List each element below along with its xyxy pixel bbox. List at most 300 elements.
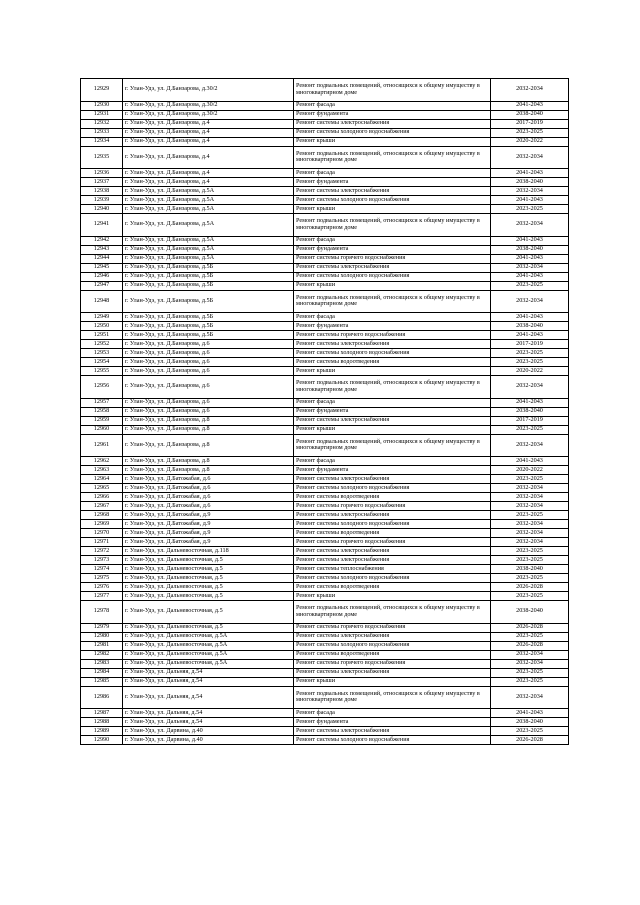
- period-cell: 2038-2040: [491, 322, 569, 331]
- table-row: [81, 736, 569, 745]
- period-cell: 2023-2025: [491, 425, 569, 434]
- address-cell: г. Улан-Удэ, ул. Д.Батожабая, д.9: [123, 529, 294, 538]
- row-number-cell: 12978: [81, 601, 123, 624]
- row-number-cell: 12955: [81, 367, 123, 376]
- work-type-cell: Ремонт подвальных помещений, относящихся к общему имуществу в многоквартирном доме: [294, 376, 491, 399]
- row-number-cell: 12969: [81, 520, 123, 529]
- work-type-cell: Ремонт системы горячего водоснабжения: [294, 502, 491, 511]
- work-type-cell: Ремонт фундамента: [294, 245, 491, 254]
- row-number-cell: 12954: [81, 358, 123, 367]
- row-number-cell: 12982: [81, 650, 123, 659]
- address-cell: г. Улан-Удэ, ул. Д.Банзарова, д.5А: [123, 187, 294, 196]
- period-cell: 2023-2025: [491, 556, 569, 565]
- table-row: [81, 349, 569, 358]
- period-cell: 2026-2028: [491, 623, 569, 632]
- work-type-cell: Ремонт системы водоотведения: [294, 650, 491, 659]
- work-type-cell: Ремонт фасада: [294, 709, 491, 718]
- table-row: [81, 367, 569, 376]
- period-cell: 2032-2034: [491, 146, 569, 169]
- address-cell: г. Улан-Удэ, ул. Д.Банзарова, д.6: [123, 376, 294, 399]
- address-cell: г. Улан-Удэ, ул. Д.Банзарова, д.6: [123, 358, 294, 367]
- work-type-cell: Ремонт крыши: [294, 592, 491, 601]
- period-cell: 2023-2025: [491, 668, 569, 677]
- work-type-cell: Ремонт подвальных помещений, относящихся к общему имуществу в многоквартирном доме: [294, 79, 491, 102]
- row-number-cell: 12968: [81, 511, 123, 520]
- row-number-cell: 12961: [81, 434, 123, 457]
- work-type-cell: Ремонт фасада: [294, 457, 491, 466]
- period-cell: 2041-2043: [491, 313, 569, 322]
- table-row: [81, 331, 569, 340]
- work-type-cell: Ремонт подвальных помещений, относящихся к общему имуществу в многоквартирном доме: [294, 686, 491, 709]
- row-number-cell: 12987: [81, 709, 123, 718]
- row-number-cell: 12946: [81, 272, 123, 281]
- period-cell: 2023-2025: [491, 358, 569, 367]
- row-number-cell: 12966: [81, 493, 123, 502]
- address-cell: г. Улан-Удэ, ул. Дальневосточная, д.5: [123, 592, 294, 601]
- address-cell: г. Улан-Удэ, ул. Дальневосточная, д.5А: [123, 659, 294, 668]
- row-number-cell: 12934: [81, 137, 123, 146]
- address-cell: г. Улан-Удэ, ул. Д.Банзарова, д.5А: [123, 205, 294, 214]
- work-type-cell: Ремонт системы теплоснабжения: [294, 565, 491, 574]
- period-cell: 2041-2043: [491, 331, 569, 340]
- work-type-cell: Ремонт системы горячего водоснабжения: [294, 659, 491, 668]
- period-cell: 2032-2034: [491, 214, 569, 237]
- period-cell: 2032-2034: [491, 434, 569, 457]
- work-type-cell: Ремонт фундамента: [294, 466, 491, 475]
- row-number-cell: 12990: [81, 736, 123, 745]
- table-row: [81, 565, 569, 574]
- work-type-cell: Ремонт фасада: [294, 101, 491, 110]
- row-number-cell: 12965: [81, 484, 123, 493]
- period-cell: 2032-2034: [491, 538, 569, 547]
- work-type-cell: Ремонт системы электроснабжения: [294, 119, 491, 128]
- period-cell: 2032-2034: [491, 529, 569, 538]
- work-type-cell: Ремонт системы водоотведения: [294, 583, 491, 592]
- address-cell: г. Улан-Удэ, ул. Д.Батожабая, д.6: [123, 475, 294, 484]
- address-cell: г. Улан-Удэ, ул. Д.Банзарова, д.5Б: [123, 290, 294, 313]
- row-number-cell: 12980: [81, 632, 123, 641]
- table-row: [81, 466, 569, 475]
- address-cell: г. Улан-Удэ, ул. Д.Банзарова, д.5Б: [123, 272, 294, 281]
- row-number-cell: 12938: [81, 187, 123, 196]
- work-type-cell: Ремонт фасада: [294, 236, 491, 245]
- row-number-cell: 12988: [81, 718, 123, 727]
- period-cell: 2023-2025: [491, 727, 569, 736]
- work-type-cell: Ремонт системы холодного водоснабжения: [294, 574, 491, 583]
- row-number-cell: 12963: [81, 466, 123, 475]
- period-cell: 2023-2025: [491, 574, 569, 583]
- address-cell: г. Улан-Удэ, ул. Д.Банзарова, д.30/2: [123, 79, 294, 102]
- row-number-cell: 12983: [81, 659, 123, 668]
- table-row: [81, 313, 569, 322]
- row-number-cell: 12943: [81, 245, 123, 254]
- address-cell: г. Улан-Удэ, ул. Д.Банзарова, д.5Б: [123, 331, 294, 340]
- work-type-cell: Ремонт подвальных помещений, относящихся к общему имуществу в многоквартирном доме: [294, 146, 491, 169]
- work-type-cell: Ремонт системы водоотведения: [294, 493, 491, 502]
- period-cell: 2023-2025: [491, 128, 569, 137]
- address-cell: г. Улан-Удэ, ул. Дальневосточная, д.118: [123, 547, 294, 556]
- work-type-cell: Ремонт подвальных помещений, относящихся к общему имуществу в многоквартирном доме: [294, 601, 491, 624]
- row-number-cell: 12953: [81, 349, 123, 358]
- row-number-cell: 12985: [81, 677, 123, 686]
- table-row: [81, 677, 569, 686]
- table-row: [81, 407, 569, 416]
- period-cell: 2032-2034: [491, 659, 569, 668]
- table-row: [81, 236, 569, 245]
- table-row: [81, 709, 569, 718]
- address-cell: г. Улан-Удэ, ул. Д.Банзарова, д.6: [123, 367, 294, 376]
- address-cell: г. Улан-Удэ, ул. Д.Банзарова, д.4: [123, 146, 294, 169]
- work-type-cell: Ремонт системы электроснабжения: [294, 668, 491, 677]
- row-number-cell: 12979: [81, 623, 123, 632]
- table-row: [81, 214, 569, 237]
- table-row: [81, 547, 569, 556]
- work-type-cell: Ремонт системы холодного водоснабжения: [294, 520, 491, 529]
- period-cell: 2032-2034: [491, 376, 569, 399]
- address-cell: г. Улан-Удэ, ул. Дальневосточная, д.5: [123, 583, 294, 592]
- table-row: [81, 583, 569, 592]
- row-number-cell: 12944: [81, 254, 123, 263]
- address-cell: г. Улан-Удэ, ул. Дарвина, д.40: [123, 727, 294, 736]
- table-row: [81, 187, 569, 196]
- period-cell: 2032-2034: [491, 484, 569, 493]
- period-cell: 2041-2043: [491, 254, 569, 263]
- period-cell: 2032-2034: [491, 650, 569, 659]
- period-cell: 2017-2019: [491, 416, 569, 425]
- row-number-cell: 12977: [81, 592, 123, 601]
- address-cell: г. Улан-Удэ, ул. Дальняя, д.54: [123, 709, 294, 718]
- address-cell: г. Улан-Удэ, ул. Дальняя, д.54: [123, 718, 294, 727]
- work-type-cell: Ремонт системы холодного водоснабжения: [294, 196, 491, 205]
- work-type-cell: Ремонт фундамента: [294, 110, 491, 119]
- table-row: [81, 205, 569, 214]
- address-cell: г. Улан-Удэ, ул. Д.Банзарова, д.6: [123, 340, 294, 349]
- work-type-cell: Ремонт крыши: [294, 137, 491, 146]
- row-number-cell: 12937: [81, 178, 123, 187]
- work-type-cell: Ремонт системы электроснабжения: [294, 547, 491, 556]
- work-type-cell: Ремонт системы горячего водоснабжения: [294, 623, 491, 632]
- row-number-cell: 12942: [81, 236, 123, 245]
- table-row: [81, 398, 569, 407]
- row-number-cell: 12984: [81, 668, 123, 677]
- work-type-cell: Ремонт системы холодного водоснабжения: [294, 484, 491, 493]
- address-cell: г. Улан-Удэ, ул. Д.Банзарова, д.8: [123, 416, 294, 425]
- table-row: [81, 511, 569, 520]
- period-cell: 2023-2025: [491, 205, 569, 214]
- work-type-cell: Ремонт системы электроснабжения: [294, 511, 491, 520]
- work-type-cell: Ремонт системы холодного водоснабжения: [294, 641, 491, 650]
- row-number-cell: 12950: [81, 322, 123, 331]
- table-row: [81, 484, 569, 493]
- address-cell: г. Улан-Удэ, ул. Д.Банзарова, д.30/2: [123, 110, 294, 119]
- row-number-cell: 12960: [81, 425, 123, 434]
- address-cell: г. Улан-Удэ, ул. Дальневосточная, д.5: [123, 574, 294, 583]
- row-number-cell: 12971: [81, 538, 123, 547]
- period-cell: 2038-2040: [491, 407, 569, 416]
- work-type-cell: Ремонт крыши: [294, 425, 491, 434]
- address-cell: г. Улан-Удэ, ул. Дальневосточная, д.5: [123, 556, 294, 565]
- period-cell: 2041-2043: [491, 457, 569, 466]
- row-number-cell: 12976: [81, 583, 123, 592]
- address-cell: г. Улан-Удэ, ул. Дальняя, д.54: [123, 668, 294, 677]
- period-cell: 2041-2043: [491, 272, 569, 281]
- table-row: [81, 272, 569, 281]
- row-number-cell: 12973: [81, 556, 123, 565]
- period-cell: 2041-2043: [491, 398, 569, 407]
- work-type-cell: Ремонт фасада: [294, 398, 491, 407]
- period-cell: 2026-2028: [491, 641, 569, 650]
- table-row: [81, 538, 569, 547]
- table-row: [81, 425, 569, 434]
- row-number-cell: 12986: [81, 686, 123, 709]
- period-cell: 2023-2025: [491, 632, 569, 641]
- table-row: [81, 322, 569, 331]
- address-cell: г. Улан-Удэ, ул. Д.Банзарова, д.5Б: [123, 322, 294, 331]
- address-cell: г. Улан-Удэ, ул. Дальняя, д.54: [123, 677, 294, 686]
- period-cell: 2020-2022: [491, 137, 569, 146]
- period-cell: 2023-2025: [491, 349, 569, 358]
- period-cell: 2038-2040: [491, 178, 569, 187]
- period-cell: 2026-2028: [491, 736, 569, 745]
- work-type-cell: Ремонт системы холодного водоснабжения: [294, 349, 491, 358]
- address-cell: г. Улан-Удэ, ул. Д.Банзарова, д.5А: [123, 254, 294, 263]
- work-type-cell: Ремонт системы электроснабжения: [294, 187, 491, 196]
- table-row: [81, 434, 569, 457]
- period-cell: 2023-2025: [491, 511, 569, 520]
- table-row: [81, 686, 569, 709]
- row-number-cell: 12967: [81, 502, 123, 511]
- address-cell: г. Улан-Удэ, ул. Д.Банзарова, д.8: [123, 466, 294, 475]
- address-cell: г. Улан-Удэ, ул. Д.Банзарова, д.4: [123, 169, 294, 178]
- address-cell: г. Улан-Удэ, ул. Д.Батожабая, д.9: [123, 538, 294, 547]
- table-row: [81, 601, 569, 624]
- row-number-cell: 12974: [81, 565, 123, 574]
- table-row: [81, 668, 569, 677]
- row-number-cell: 12959: [81, 416, 123, 425]
- row-number-cell: 12972: [81, 547, 123, 556]
- address-cell: г. Улан-Удэ, ул. Д.Банзарова, д.4: [123, 178, 294, 187]
- table-row: [81, 340, 569, 349]
- address-cell: г. Улан-Удэ, ул. Д.Банзарова, д.5А: [123, 214, 294, 237]
- table-row: [81, 623, 569, 632]
- address-cell: г. Улан-Удэ, ул. Д.Банзарова, д.4: [123, 119, 294, 128]
- work-type-cell: Ремонт фасада: [294, 169, 491, 178]
- row-number-cell: 12970: [81, 529, 123, 538]
- period-cell: 2032-2034: [491, 263, 569, 272]
- table-row: [81, 650, 569, 659]
- work-type-cell: Ремонт системы водоотведения: [294, 358, 491, 367]
- table-row: [81, 592, 569, 601]
- row-number-cell: 12981: [81, 641, 123, 650]
- address-cell: г. Улан-Удэ, ул. Дальняя, д.54: [123, 686, 294, 709]
- row-number-cell: 12941: [81, 214, 123, 237]
- table-row: [81, 556, 569, 565]
- work-type-cell: Ремонт системы электроснабжения: [294, 727, 491, 736]
- work-type-cell: Ремонт фундамента: [294, 718, 491, 727]
- period-cell: 2041-2043: [491, 196, 569, 205]
- period-cell: 2038-2040: [491, 110, 569, 119]
- row-number-cell: 12964: [81, 475, 123, 484]
- period-cell: 2032-2034: [491, 520, 569, 529]
- address-cell: г. Улан-Удэ, ул. Дальневосточная, д.5: [123, 601, 294, 624]
- table-row: [81, 101, 569, 110]
- row-number-cell: 12951: [81, 331, 123, 340]
- period-cell: 2032-2034: [491, 290, 569, 313]
- address-cell: г. Улан-Удэ, ул. Д.Банзарова, д.4: [123, 128, 294, 137]
- table-row: [81, 358, 569, 367]
- table-row: [81, 79, 569, 102]
- table-row: [81, 146, 569, 169]
- row-number-cell: 12948: [81, 290, 123, 313]
- row-number-cell: 12962: [81, 457, 123, 466]
- address-cell: г. Улан-Удэ, ул. Дальневосточная, д.5: [123, 623, 294, 632]
- table-row: [81, 574, 569, 583]
- period-cell: 2038-2040: [491, 718, 569, 727]
- work-type-cell: Ремонт фундамента: [294, 178, 491, 187]
- repair-schedule-table: [80, 78, 569, 745]
- work-type-cell: Ремонт системы водоотведения: [294, 529, 491, 538]
- table-row: [81, 659, 569, 668]
- period-cell: 2032-2034: [491, 187, 569, 196]
- address-cell: г. Улан-Удэ, ул. Д.Батожабая, д.9: [123, 520, 294, 529]
- address-cell: г. Улан-Удэ, ул. Д.Батожабая, д.6: [123, 502, 294, 511]
- address-cell: г. Улан-Удэ, ул. Д.Батожабая, д.6: [123, 493, 294, 502]
- period-cell: 2032-2034: [491, 686, 569, 709]
- table-row: [81, 281, 569, 290]
- table-row: [81, 457, 569, 466]
- table-row: [81, 641, 569, 650]
- table-row: [81, 137, 569, 146]
- table-row: [81, 493, 569, 502]
- table-row: [81, 254, 569, 263]
- period-cell: 2041-2043: [491, 101, 569, 110]
- row-number-cell: 12939: [81, 196, 123, 205]
- row-number-cell: 12931: [81, 110, 123, 119]
- row-number-cell: 12975: [81, 574, 123, 583]
- address-cell: г. Улан-Удэ, ул. Д.Банзарова, д.4: [123, 137, 294, 146]
- address-cell: г. Улан-Удэ, ул. Д.Банзарова, д.5Б: [123, 313, 294, 322]
- address-cell: г. Улан-Удэ, ул. Д.Банзарова, д.5А: [123, 236, 294, 245]
- row-number-cell: 12935: [81, 146, 123, 169]
- table-row: [81, 245, 569, 254]
- address-cell: г. Улан-Удэ, ул. Дарвина, д.40: [123, 736, 294, 745]
- address-cell: г. Улан-Удэ, ул. Д.Банзарова, д.5Б: [123, 263, 294, 272]
- period-cell: 2023-2025: [491, 547, 569, 556]
- period-cell: 2032-2034: [491, 79, 569, 102]
- work-type-cell: Ремонт крыши: [294, 367, 491, 376]
- table-row: [81, 119, 569, 128]
- period-cell: 2023-2025: [491, 475, 569, 484]
- row-number-cell: 12929: [81, 79, 123, 102]
- period-cell: 2038-2040: [491, 565, 569, 574]
- work-type-cell: Ремонт системы электроснабжения: [294, 556, 491, 565]
- work-type-cell: Ремонт системы электроснабжения: [294, 475, 491, 484]
- period-cell: 2020-2022: [491, 367, 569, 376]
- address-cell: г. Улан-Удэ, ул. Дальневосточная, д.5: [123, 565, 294, 574]
- table-row: [81, 718, 569, 727]
- period-cell: 2017-2019: [491, 119, 569, 128]
- address-cell: г. Улан-Удэ, ул. Д.Банзарова, д.8: [123, 434, 294, 457]
- address-cell: г. Улан-Удэ, ул. Д.Банзарова, д.6: [123, 398, 294, 407]
- table-row: [81, 376, 569, 399]
- table-body: [81, 79, 569, 745]
- period-cell: 2041-2043: [491, 709, 569, 718]
- work-type-cell: Ремонт крыши: [294, 677, 491, 686]
- row-number-cell: 12949: [81, 313, 123, 322]
- row-number-cell: 12947: [81, 281, 123, 290]
- table-row: [81, 475, 569, 484]
- work-type-cell: Ремонт фундамента: [294, 322, 491, 331]
- period-cell: 2017-2019: [491, 340, 569, 349]
- period-cell: 2023-2025: [491, 592, 569, 601]
- work-type-cell: Ремонт системы холодного водоснабжения: [294, 736, 491, 745]
- work-type-cell: Ремонт фасада: [294, 313, 491, 322]
- period-cell: 2032-2034: [491, 493, 569, 502]
- table-row: [81, 520, 569, 529]
- period-cell: 2032-2034: [491, 502, 569, 511]
- period-cell: 2038-2040: [491, 601, 569, 624]
- work-type-cell: Ремонт системы электроснабжения: [294, 340, 491, 349]
- table-row: [81, 502, 569, 511]
- row-number-cell: 12957: [81, 398, 123, 407]
- table-row: [81, 290, 569, 313]
- work-type-cell: Ремонт подвальных помещений, относящихся к общему имуществу в многоквартирном доме: [294, 290, 491, 313]
- address-cell: г. Улан-Удэ, ул. Д.Банзарова, д.5Б: [123, 281, 294, 290]
- work-type-cell: Ремонт системы горячего водоснабжения: [294, 331, 491, 340]
- row-number-cell: 12945: [81, 263, 123, 272]
- address-cell: г. Улан-Удэ, ул. Д.Банзарова, д.5А: [123, 245, 294, 254]
- row-number-cell: 12933: [81, 128, 123, 137]
- table-row: [81, 178, 569, 187]
- work-type-cell: Ремонт подвальных помещений, относящихся к общему имуществу в многоквартирном доме: [294, 214, 491, 237]
- work-type-cell: Ремонт системы холодного водоснабжения: [294, 128, 491, 137]
- table-row: [81, 529, 569, 538]
- address-cell: г. Улан-Удэ, ул. Д.Банзарова, д.8: [123, 457, 294, 466]
- address-cell: г. Улан-Удэ, ул. Дальневосточная, д.5А: [123, 641, 294, 650]
- address-cell: г. Улан-Удэ, ул. Дальневосточная, д.5А: [123, 632, 294, 641]
- table-row: [81, 416, 569, 425]
- period-cell: 2038-2040: [491, 245, 569, 254]
- table-row: [81, 169, 569, 178]
- work-type-cell: Ремонт крыши: [294, 205, 491, 214]
- row-number-cell: 12932: [81, 119, 123, 128]
- address-cell: г. Улан-Удэ, ул. Д.Батожабая, д.6: [123, 484, 294, 493]
- work-type-cell: Ремонт крыши: [294, 281, 491, 290]
- period-cell: 2026-2028: [491, 583, 569, 592]
- work-type-cell: Ремонт системы электроснабжения: [294, 416, 491, 425]
- address-cell: г. Улан-Удэ, ул. Д.Банзарова, д.5А: [123, 196, 294, 205]
- table-row: [81, 196, 569, 205]
- row-number-cell: 12936: [81, 169, 123, 178]
- address-cell: г. Улан-Удэ, ул. Д.Банзарова, д.8: [123, 425, 294, 434]
- period-cell: 2023-2025: [491, 677, 569, 686]
- period-cell: 2041-2043: [491, 236, 569, 245]
- period-cell: 2041-2043: [491, 169, 569, 178]
- table-row: [81, 128, 569, 137]
- address-cell: г. Улан-Удэ, ул. Д.Банзарова, д.6: [123, 349, 294, 358]
- work-type-cell: Ремонт подвальных помещений, относящихся к общему имуществу в многоквартирном доме: [294, 434, 491, 457]
- table-row: [81, 110, 569, 119]
- row-number-cell: 12940: [81, 205, 123, 214]
- work-type-cell: Ремонт фундамента: [294, 407, 491, 416]
- table-row: [81, 727, 569, 736]
- work-type-cell: Ремонт системы горячего водоснабжения: [294, 254, 491, 263]
- work-type-cell: Ремонт системы горячего водоснабжения: [294, 538, 491, 547]
- row-number-cell: 12958: [81, 407, 123, 416]
- row-number-cell: 12952: [81, 340, 123, 349]
- row-number-cell: 12930: [81, 101, 123, 110]
- table-row: [81, 263, 569, 272]
